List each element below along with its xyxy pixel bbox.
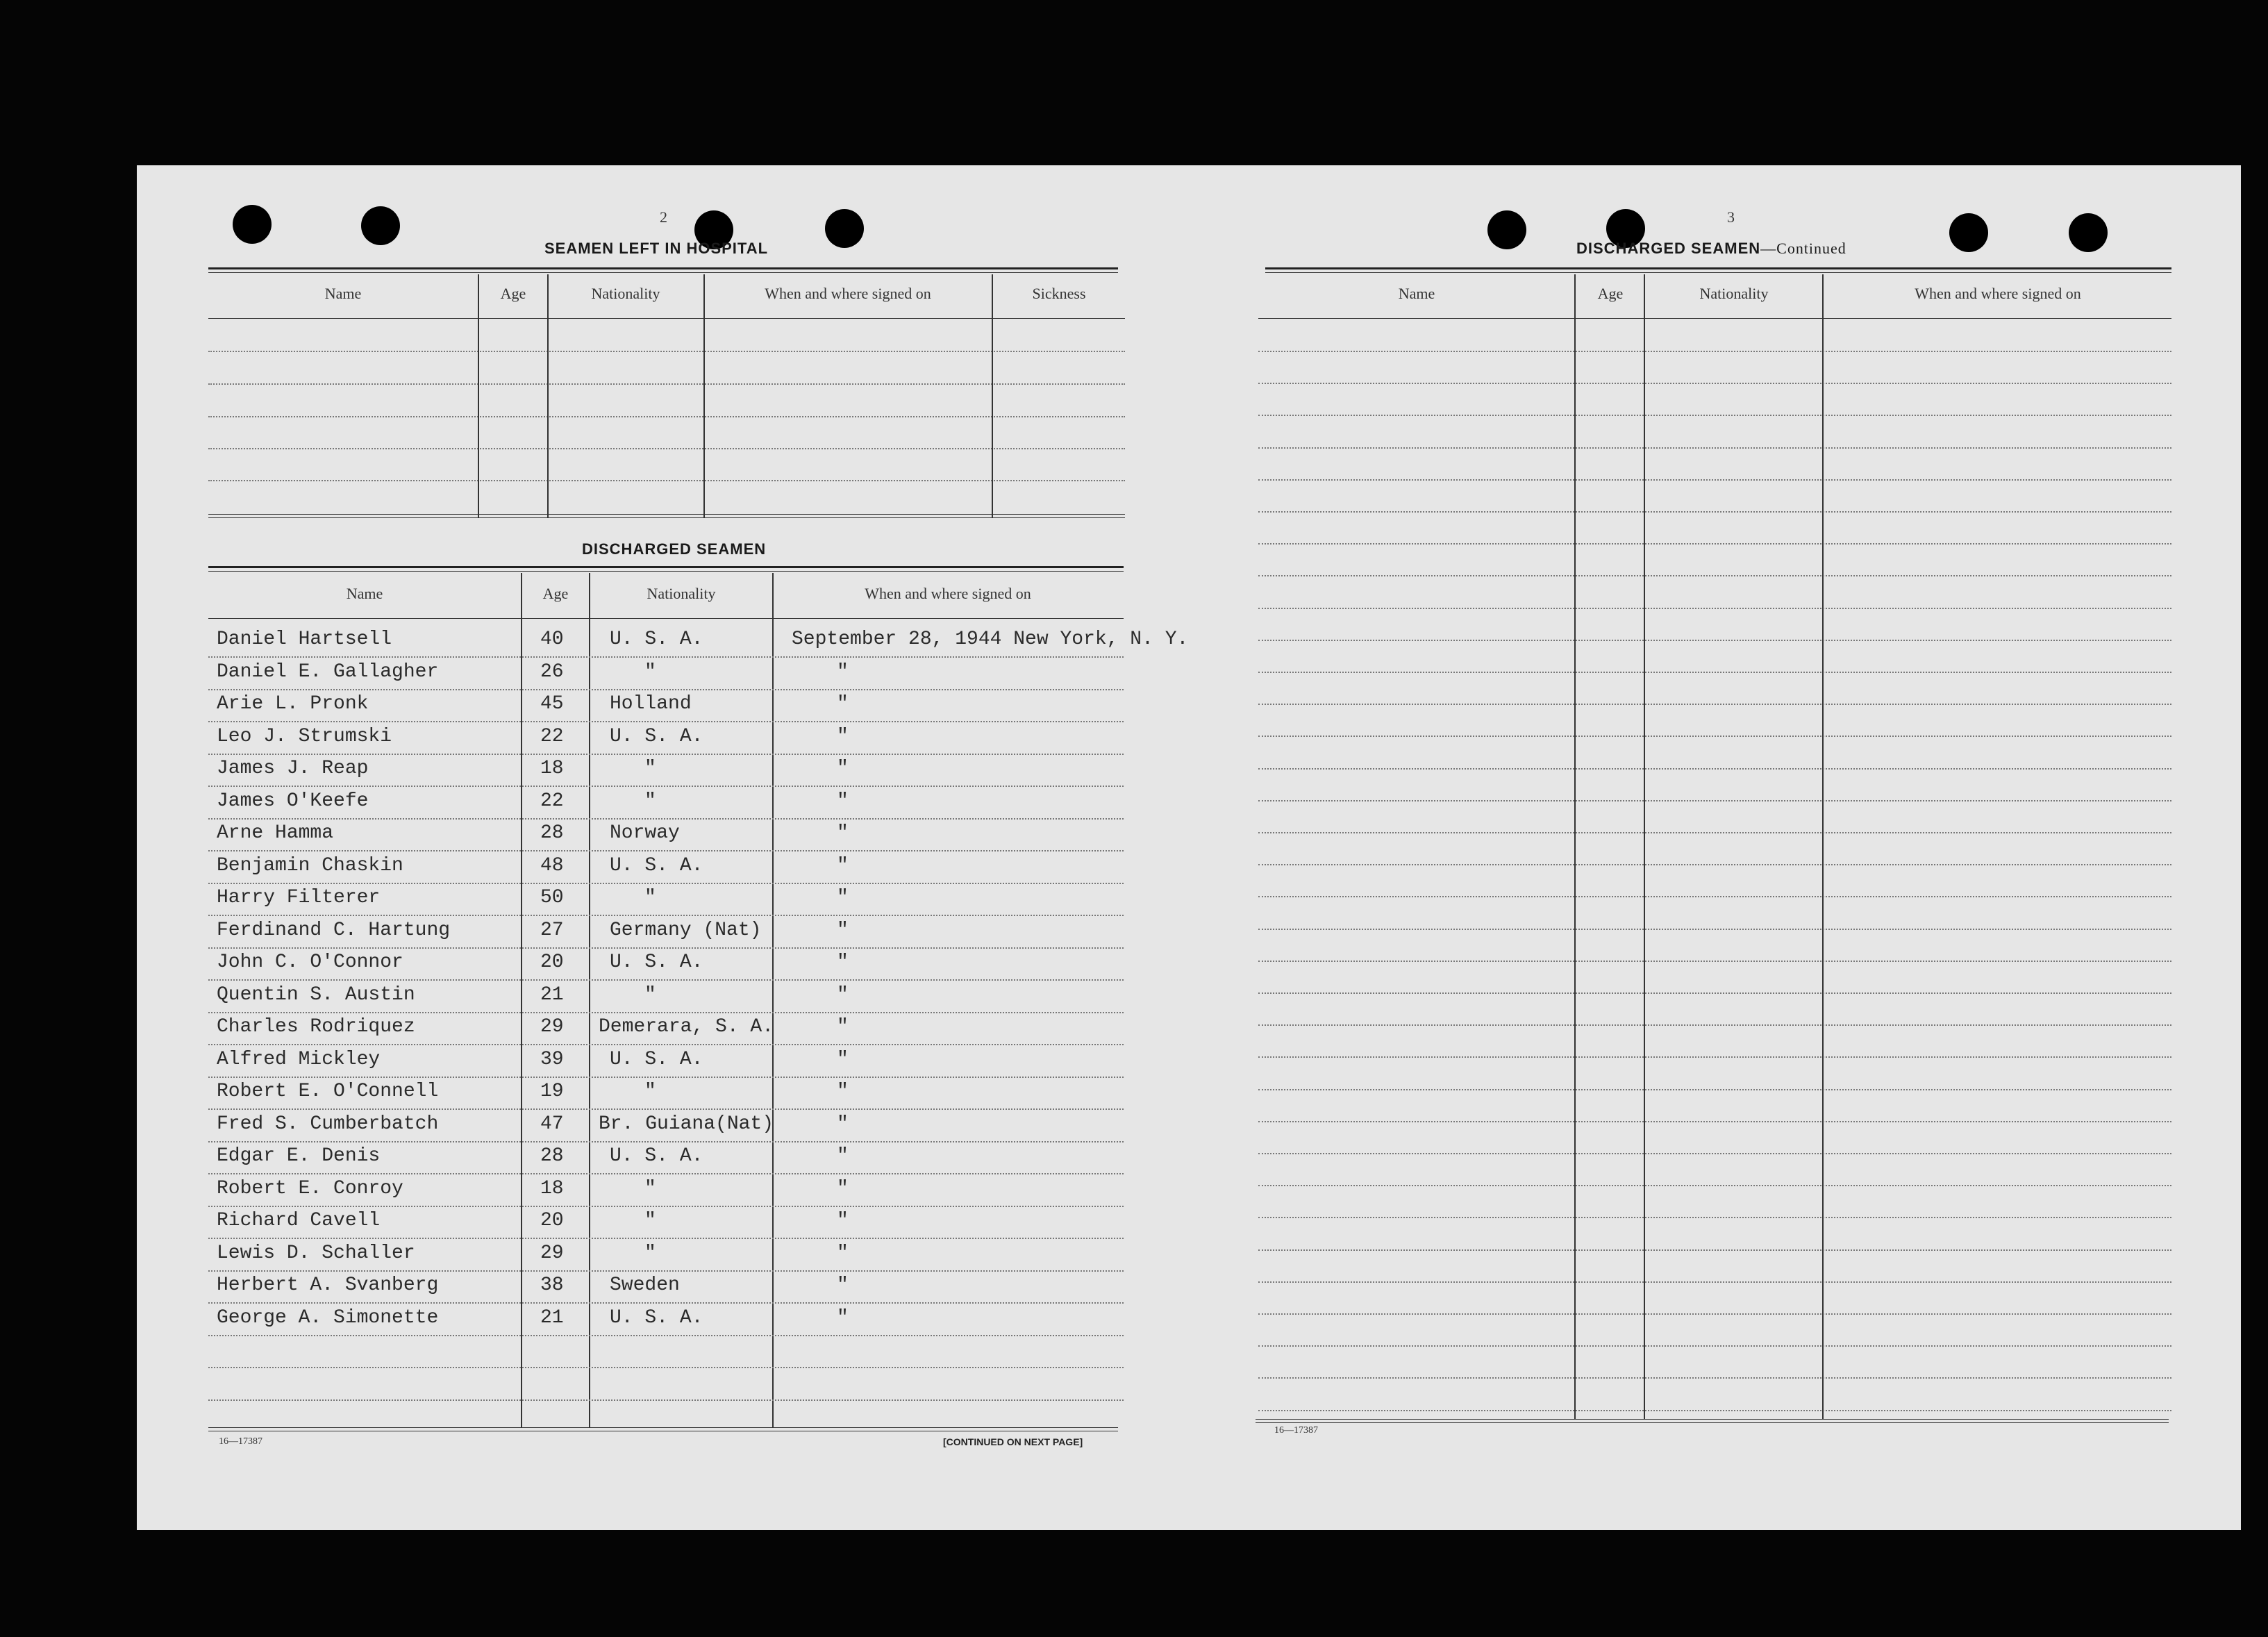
row-rule (208, 721, 1124, 722)
seaman-name: Daniel Hartsell (217, 629, 392, 650)
column-divider (772, 573, 774, 1427)
row-rule (1258, 800, 2171, 801)
seaman-name: George A. Simonette (217, 1307, 439, 1329)
column-divider (992, 274, 993, 517)
punch-hole (2069, 213, 2108, 252)
table-rule (208, 618, 1124, 619)
column-header: Nationality (1699, 285, 1769, 302)
row-rule (1258, 640, 2171, 641)
column-divider (478, 274, 479, 517)
seaman-signed-on: " (837, 693, 849, 715)
table-rule (208, 272, 1118, 273)
seaman-nationality: U. S. A. (610, 952, 703, 973)
seaman-name: James O'Keefe (217, 790, 369, 812)
table-rule (208, 571, 1124, 572)
column-header: Name (1398, 285, 1435, 302)
seaman-age: 19 (540, 1081, 564, 1102)
row-rule (208, 883, 1124, 884)
row-rule (1258, 832, 2171, 833)
row-rule (1258, 992, 2171, 994)
row-rule (208, 351, 1125, 352)
seaman-signed-on: " (837, 920, 849, 941)
row-rule (208, 1077, 1124, 1078)
seaman-age: 18 (540, 758, 564, 779)
seaman-name: Ferdinand C. Hartung (217, 920, 451, 941)
row-rule (208, 383, 1125, 385)
row-rule (208, 480, 1125, 481)
seaman-age: 48 (540, 855, 564, 876)
row-rule (208, 786, 1124, 787)
table-rule (208, 318, 1125, 319)
seaman-name: Benjamin Chaskin (217, 855, 403, 876)
seaman-name: Harry Filterer (217, 887, 381, 908)
table-rule (1258, 318, 2171, 319)
seaman-nationality: " (644, 790, 656, 812)
row-rule (1258, 1345, 2171, 1347)
seaman-age: 22 (540, 726, 564, 747)
seaman-age: 29 (540, 1016, 564, 1038)
seaman-signed-on: " (837, 790, 849, 812)
row-rule (1258, 1089, 2171, 1090)
form-code: 16—17387 (1274, 1425, 1318, 1436)
seaman-age: 29 (540, 1243, 564, 1264)
table-rule (1256, 1419, 2169, 1420)
discharged-continued-title (1576, 240, 1846, 258)
seaman-name: Arie L. Pronk (217, 693, 369, 715)
seaman-age: 21 (540, 984, 564, 1006)
column-header: When and where signed on (765, 285, 931, 302)
row-rule (1258, 415, 2171, 416)
row-rule (208, 1302, 1124, 1304)
seaman-age: 47 (540, 1113, 564, 1135)
row-rule (208, 1206, 1124, 1207)
row-rule (208, 416, 1125, 417)
table-rule (208, 1427, 1118, 1428)
seaman-age: 27 (540, 920, 564, 941)
row-rule (1258, 896, 2171, 897)
row-rule (1258, 608, 2171, 609)
seaman-nationality: Sweden (610, 1274, 680, 1296)
seaman-signed-on: " (837, 952, 849, 973)
seaman-signed-on: " (837, 1243, 849, 1264)
seaman-signed-on: " (837, 1081, 849, 1102)
table-rule (208, 517, 1125, 518)
row-rule (208, 1012, 1124, 1013)
table-rule (1265, 272, 2171, 273)
row-rule (1258, 1056, 2171, 1058)
row-rule (1258, 929, 2171, 930)
seaman-nationality: U. S. A. (610, 726, 703, 747)
seaman-signed-on: " (837, 1145, 849, 1167)
seaman-nationality: " (644, 661, 656, 683)
row-rule (1258, 383, 2171, 384)
table-rule (208, 566, 1124, 568)
seaman-signed-on: " (837, 1178, 849, 1199)
row-rule (1258, 1024, 2171, 1026)
seaman-name: James J. Reap (217, 758, 369, 779)
row-rule (208, 947, 1124, 949)
row-rule (208, 915, 1124, 916)
column-header: Age (542, 585, 569, 602)
seaman-nationality: Br. Guiana(Nat) (599, 1113, 774, 1135)
seaman-age: 28 (540, 822, 564, 844)
row-rule (208, 818, 1124, 820)
seaman-nationality: " (644, 1178, 656, 1199)
row-rule (1258, 736, 2171, 737)
row-rule (1258, 351, 2171, 352)
continued-note: [CONTINUED ON NEXT PAGE] (943, 1436, 1083, 1447)
row-rule (208, 754, 1124, 755)
row-rule (208, 689, 1124, 690)
row-rule (1258, 672, 2171, 673)
seaman-nationality: " (644, 984, 656, 1006)
seaman-nationality: Holland (610, 693, 692, 715)
column-divider (703, 274, 705, 517)
seaman-age: 22 (540, 790, 564, 812)
title-main: DISCHARGED SEAMEN (1576, 240, 1761, 257)
seaman-name: John C. O'Connor (217, 952, 403, 973)
row-rule (1258, 961, 2171, 962)
column-header: When and where signed on (1915, 285, 2081, 302)
table-rule (1256, 1422, 2169, 1423)
seaman-nationality: Norway (610, 822, 680, 844)
seaman-name: Edgar E. Denis (217, 1145, 381, 1167)
page-number: 2 (660, 208, 667, 226)
seaman-nationality: " (644, 887, 656, 908)
seaman-age: 28 (540, 1145, 564, 1167)
seaman-nationality: Germany (Nat) (610, 920, 762, 941)
row-rule (1258, 768, 2171, 770)
column-header: Nationality (591, 285, 660, 302)
row-rule (1258, 575, 2171, 576)
row-rule (208, 1173, 1124, 1174)
table-rule (1265, 267, 2171, 269)
punch-hole (1949, 213, 1988, 252)
row-rule (208, 1141, 1124, 1142)
seaman-nationality: U. S. A. (610, 1307, 703, 1329)
seaman-name: Robert E. O'Connell (217, 1081, 439, 1102)
seaman-nationality: U. S. A. (610, 1049, 703, 1070)
row-rule (208, 1238, 1124, 1239)
row-rule (1258, 864, 2171, 865)
row-rule (208, 1367, 1124, 1368)
seaman-nationality: " (644, 1243, 656, 1264)
title-suffix: —Continued (1760, 240, 1846, 257)
seaman-nationality: " (644, 1081, 656, 1102)
seaman-name: Lewis D. Schaller (217, 1243, 415, 1264)
seaman-name: Herbert A. Svanberg (217, 1274, 439, 1296)
punch-hole (233, 205, 272, 244)
seaman-nationality: " (644, 1210, 656, 1231)
row-rule (208, 448, 1125, 449)
seaman-age: 20 (540, 1210, 564, 1231)
column-header: Sickness (1032, 285, 1086, 302)
column-header: When and where signed on (865, 585, 1031, 602)
row-rule (208, 1270, 1124, 1272)
seaman-nationality: U. S. A. (610, 629, 703, 650)
column-divider (1644, 274, 1645, 1419)
row-rule (1258, 1249, 2171, 1251)
column-divider (521, 573, 522, 1427)
column-header: Nationality (647, 585, 716, 602)
row-rule (1258, 1153, 2171, 1154)
column-divider (1822, 274, 1824, 1419)
seaman-name: Richard Cavell (217, 1210, 381, 1231)
row-rule (208, 850, 1124, 851)
seaman-age: 39 (540, 1049, 564, 1070)
column-header: Age (1597, 285, 1624, 302)
table-rule (208, 514, 1125, 515)
page-number: 3 (1727, 208, 1735, 226)
punch-hole (1487, 210, 1526, 249)
hospital-section-title: SEAMEN LEFT IN HOSPITAL (544, 240, 769, 257)
seaman-signed-on: " (837, 1307, 849, 1329)
seaman-age: 50 (540, 887, 564, 908)
punch-hole (825, 209, 864, 248)
row-rule (1258, 1410, 2171, 1411)
seaman-signed-on: " (837, 758, 849, 779)
seaman-signed-on: " (837, 984, 849, 1006)
row-rule (1258, 1217, 2171, 1218)
seaman-age: 26 (540, 661, 564, 683)
column-header: Name (346, 585, 383, 602)
seaman-age: 20 (540, 952, 564, 973)
seaman-age: 38 (540, 1274, 564, 1296)
row-rule (1258, 543, 2171, 545)
seaman-nationality: " (644, 758, 656, 779)
column-header: Age (500, 285, 526, 302)
seaman-name: Leo J. Strumski (217, 726, 392, 747)
seaman-signed-on: " (837, 1274, 849, 1296)
row-rule (208, 1399, 1124, 1401)
row-rule (208, 1044, 1124, 1045)
row-rule (208, 1108, 1124, 1110)
seaman-age: 18 (540, 1178, 564, 1199)
seaman-signed-on: " (837, 1113, 849, 1135)
row-rule (208, 1335, 1124, 1336)
seaman-name: Quentin S. Austin (217, 984, 415, 1006)
seaman-name: Charles Rodriquez (217, 1016, 415, 1038)
seaman-name: Arne Hamma (217, 822, 334, 844)
row-rule (1258, 1377, 2171, 1379)
row-rule (1258, 511, 2171, 513)
seaman-nationality: U. S. A. (610, 1145, 703, 1167)
row-rule (208, 979, 1124, 981)
seaman-age: 40 (540, 629, 564, 650)
column-divider (1574, 274, 1576, 1419)
seaman-signed-on: " (837, 887, 849, 908)
row-rule (1258, 1313, 2171, 1315)
seaman-nationality: Demerara, S. A. (599, 1016, 774, 1038)
row-rule (208, 656, 1124, 658)
seaman-signed-on: " (837, 822, 849, 844)
seaman-signed-on: " (837, 726, 849, 747)
row-rule (1258, 704, 2171, 705)
row-rule (1258, 1281, 2171, 1283)
seaman-name: Robert E. Conroy (217, 1178, 403, 1199)
seaman-name: Daniel E. Gallagher (217, 661, 439, 683)
seaman-age: 21 (540, 1307, 564, 1329)
seaman-signed-on: " (837, 1016, 849, 1038)
seaman-signed-on: September 28, 1944 New York, N. Y. (792, 629, 1189, 650)
seaman-name: Alfred Mickley (217, 1049, 381, 1070)
seaman-signed-on: " (837, 1049, 849, 1070)
column-divider (589, 573, 590, 1427)
seaman-signed-on: " (837, 661, 849, 683)
row-rule (1258, 479, 2171, 481)
seaman-age: 45 (540, 693, 564, 715)
column-header: Name (324, 285, 362, 302)
seaman-name: Fred S. Cumberbatch (217, 1113, 439, 1135)
seaman-nationality: U. S. A. (610, 855, 703, 876)
discharged-section-title: DISCHARGED SEAMEN (582, 540, 767, 558)
column-divider (547, 274, 549, 517)
table-rule (208, 267, 1118, 269)
punch-hole (361, 206, 400, 245)
seaman-signed-on: " (837, 1210, 849, 1231)
seaman-signed-on: " (837, 855, 849, 876)
row-rule (1258, 1185, 2171, 1186)
row-rule (1258, 1121, 2171, 1122)
form-code: 16—17387 (219, 1436, 262, 1447)
row-rule (1258, 447, 2171, 449)
record-sheet (137, 165, 2241, 1530)
